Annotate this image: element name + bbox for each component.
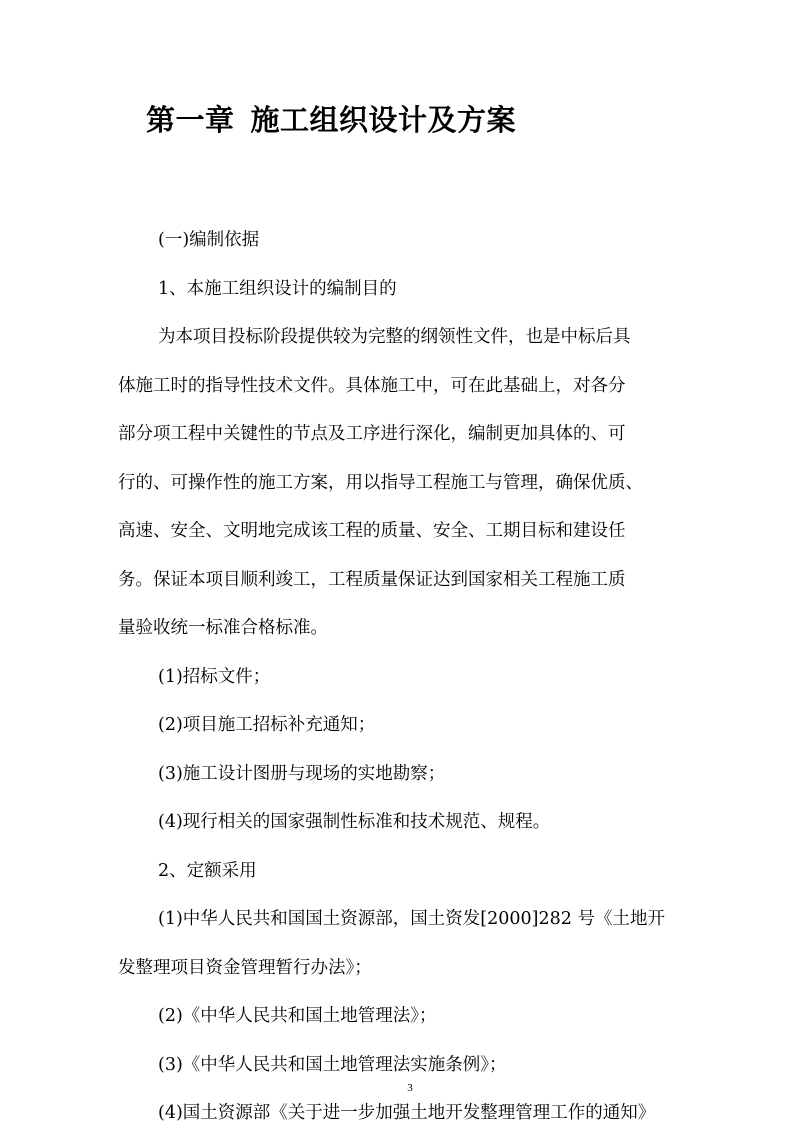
paragraph-line: 体施工时的指导性技术文件。具体施工中，可在此基础上，对各分	[118, 375, 626, 396]
page-number: 3	[407, 1082, 413, 1094]
list-item: (4)现行相关的国家强制性标准和技术规范、规程。	[158, 812, 551, 832]
list-item: (1)中华人民共和国国土资源部，国土资发[2000]282 号《土地开	[158, 909, 665, 929]
list-item: (2)《中华人民共和国土地管理法》；	[158, 1006, 437, 1026]
subsection-heading: 1、本施工组织设计的编制目的	[158, 278, 397, 299]
list-item-continuation: 发整理项目资金管理暂行办法》；	[118, 957, 372, 978]
chapter-heading	[146, 98, 516, 139]
subsection-heading: 2、定额采用	[158, 860, 257, 881]
section-heading: (一)编制依据	[158, 230, 260, 250]
paragraph-line: 为本项目投标阶段提供较为完整的纲领性文件，也是中标后具	[158, 327, 631, 347]
paragraph-line: 部分项工程中关键性的节点及工序进行深化，编制更加具体的、可	[118, 424, 626, 444]
chapter-number: 第一章	[146, 103, 235, 137]
paragraph-line: 高速、安全、文明地完成该工程的质量、安全、工期目标和建设任	[118, 521, 626, 541]
list-item: (4)国土资源部《关于进一步加强土地开发整理管理工作的通知》	[158, 1103, 656, 1123]
chapter-title: 施工组织设计及方案	[250, 103, 517, 137]
list-item: (3)施工设计图册与现场的实地勘察；	[158, 763, 446, 784]
paragraph-line: 行的、可操作性的施工方案，用以指导工程施工与管理，确保优质、	[118, 472, 643, 493]
paragraph-line: 量验收统一标准合格标准。	[118, 618, 328, 638]
paragraph-line: 务。保证本项目顺利竣工，工程质量保证达到国家相关工程施工质	[118, 569, 626, 590]
list-item: (2)项目施工招标补充通知；	[158, 715, 376, 735]
list-item: (1)招标文件；	[158, 666, 271, 687]
document-body	[118, 216, 684, 1138]
list-item: (3)《中华人民共和国土地管理法实施条例》；	[158, 1054, 507, 1075]
